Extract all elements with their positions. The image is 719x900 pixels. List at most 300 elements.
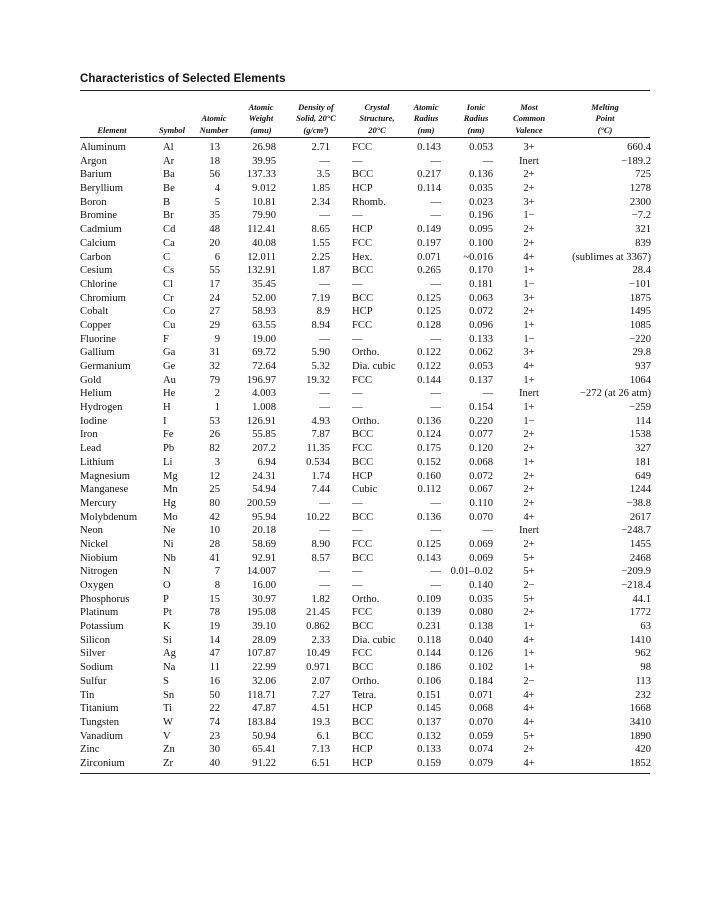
melting-point: −7.2	[631, 210, 651, 222]
element-name: Nickel	[80, 538, 109, 550]
element-symbol: Br	[163, 210, 174, 222]
atomic-radius: 0.124	[417, 429, 441, 441]
table-row	[0, 141, 719, 155]
crystal-structure: —	[352, 402, 363, 414]
element-symbol: P	[163, 593, 169, 605]
melting-point: −209.9	[621, 566, 651, 578]
common-valence: 1+	[523, 319, 535, 331]
element-name: Manganese	[80, 484, 129, 496]
crystal-structure: —	[352, 566, 363, 578]
atomic-radius: 0.144	[417, 374, 441, 386]
ionic-radius: 0.140	[469, 580, 493, 591]
crystal-structure: BCC	[352, 552, 374, 564]
atomic-radius: 0.114	[417, 183, 441, 195]
atomic-number: 40	[209, 757, 220, 769]
table-row	[0, 661, 719, 675]
atomic-weight: 50.94	[252, 730, 276, 742]
atomic-number: 2	[214, 388, 220, 400]
crystal-structure: —	[352, 497, 363, 509]
atomic-weight: 12.011	[247, 251, 276, 263]
table-row	[0, 251, 719, 265]
crystal-structure: —	[352, 388, 363, 400]
element-symbol: Zr	[163, 757, 173, 769]
crystal-structure: HCP	[352, 703, 373, 715]
common-valence: 5+	[523, 566, 535, 578]
melting-point: 839	[635, 237, 651, 249]
common-valence: 2+	[523, 224, 535, 236]
atomic-weight: 40.08	[252, 237, 276, 249]
common-valence: 2+	[523, 429, 535, 441]
atomic-weight: 9.012	[252, 183, 276, 195]
element-name: Helium	[80, 388, 112, 400]
atomic-number: 80	[209, 497, 220, 509]
table-row	[0, 278, 719, 292]
atomic-radius: —	[430, 155, 441, 167]
atomic-weight: 72.64	[252, 361, 276, 372]
header-melting-point: Melting Point (°C)	[591, 101, 619, 135]
atomic-radius: —	[430, 566, 441, 578]
ionic-radius: 0.181	[469, 278, 493, 290]
element-symbol: Ar	[163, 155, 175, 167]
table-row	[0, 374, 719, 388]
crystal-structure: Ortho.	[352, 593, 380, 605]
ionic-radius: 0.074	[469, 744, 493, 756]
atomic-weight: 79.90	[252, 210, 276, 222]
density: 10.49	[306, 648, 330, 660]
atomic-number: 28	[209, 538, 220, 550]
atomic-weight: 4.003	[252, 388, 276, 400]
table-row	[0, 702, 719, 716]
melting-point: −272 (at 26 atm)	[580, 388, 651, 400]
atomic-radius: 0.137	[417, 716, 441, 728]
melting-point: 1410	[629, 634, 651, 646]
ionic-radius: 0.120	[469, 443, 493, 455]
crystal-structure: BCC	[352, 456, 374, 468]
atomic-radius: 0.133	[417, 744, 441, 756]
element-symbol: Cr	[163, 292, 174, 304]
melting-point: 649	[635, 470, 651, 482]
table-row	[0, 305, 719, 319]
common-valence: 2+	[523, 484, 535, 496]
common-valence: 1+	[523, 265, 535, 277]
table-row	[0, 538, 719, 552]
density: 11.35	[306, 443, 330, 455]
table-row	[0, 716, 719, 730]
density: 2.07	[311, 675, 330, 687]
element-symbol: Cu	[163, 319, 176, 331]
atomic-number: 31	[209, 347, 220, 359]
atomic-number: 13	[209, 142, 220, 153]
atomic-weight: 1.008	[252, 402, 276, 414]
crystal-structure: Ortho.	[352, 675, 380, 687]
atomic-weight: 91.22	[252, 757, 276, 769]
crystal-structure: FCC	[352, 374, 373, 386]
element-symbol: Nb	[163, 552, 176, 564]
element-symbol: B	[163, 196, 171, 208]
table-row	[0, 743, 719, 757]
density: —	[319, 497, 330, 509]
ionic-radius: 0.100	[469, 237, 493, 249]
table-row	[0, 196, 719, 210]
atomic-number: 15	[209, 593, 220, 605]
atomic-radius: —	[430, 402, 441, 414]
element-name: Aluminum	[80, 142, 126, 153]
density: —	[319, 580, 330, 591]
table-row	[0, 565, 719, 579]
element-name: Titanium	[80, 703, 119, 715]
atomic-radius: 0.265	[417, 265, 441, 277]
table-row	[0, 360, 719, 374]
atomic-weight: 132.91	[246, 265, 276, 277]
atomic-radius: 0.125	[417, 306, 441, 318]
density: 1.82	[311, 593, 330, 605]
ionic-radius: 0.068	[469, 456, 493, 468]
element-name: Boron	[80, 196, 107, 208]
atomic-number: 27	[209, 306, 220, 318]
density: —	[319, 155, 330, 167]
common-valence: 4+	[523, 634, 535, 646]
element-name: Iron	[80, 429, 98, 441]
table-row	[0, 264, 719, 278]
element-name: Zinc	[80, 744, 100, 756]
element-name: Niobium	[80, 552, 118, 564]
crystal-structure: BCC	[352, 662, 374, 674]
table-bottom-rule	[80, 773, 650, 774]
atomic-number: 53	[209, 415, 220, 427]
atomic-radius: 0.112	[417, 484, 441, 496]
atomic-radius: 0.132	[417, 730, 441, 742]
melting-point: 2300	[629, 196, 651, 208]
ionic-radius: ~0.016	[463, 251, 493, 263]
atomic-number: 56	[209, 169, 220, 181]
crystal-structure: BCC	[352, 730, 374, 742]
melting-point: 1085	[629, 319, 651, 331]
table-row	[0, 182, 719, 196]
atomic-weight: 47.87	[252, 703, 276, 715]
element-name: Argon	[80, 155, 107, 167]
atomic-weight: 24.31	[252, 470, 276, 482]
melting-point: −248.7	[621, 525, 651, 537]
melting-point: 1538	[629, 429, 651, 441]
melting-point: 44.1	[632, 593, 651, 605]
crystal-structure: BCC	[352, 621, 374, 633]
atomic-radius: 0.128	[417, 319, 441, 331]
density: —	[319, 210, 330, 222]
element-name: Silicon	[80, 634, 111, 646]
page-title: Characteristics of Selected Elements	[80, 73, 286, 85]
common-valence: 4+	[523, 251, 535, 263]
atomic-number: 11	[209, 662, 220, 674]
atomic-weight: 207.2	[252, 443, 276, 455]
density: 6.1	[316, 730, 330, 742]
crystal-structure: HCP	[352, 224, 373, 236]
melting-point: 1278	[629, 183, 651, 195]
atomic-radius: —	[430, 580, 441, 591]
atomic-weight: 95.94	[252, 511, 276, 523]
melting-point: −38.8	[626, 497, 651, 509]
element-symbol: I	[163, 415, 167, 427]
density: 7.19	[311, 292, 330, 304]
element-symbol: Na	[163, 662, 176, 674]
atomic-radius: —	[430, 278, 441, 290]
common-valence: 3+	[523, 347, 535, 359]
crystal-structure: —	[352, 333, 363, 345]
atomic-radius: 0.231	[417, 621, 441, 633]
elements-table-body	[0, 141, 719, 771]
atomic-number: 12	[209, 470, 220, 482]
melting-point: 1668	[629, 703, 651, 715]
element-name: Carbon	[80, 251, 112, 263]
crystal-structure: FCC	[352, 237, 373, 249]
density: 0.862	[306, 621, 330, 633]
common-valence: 2+	[523, 744, 535, 756]
element-symbol: O	[163, 580, 171, 591]
table-row	[0, 470, 719, 484]
atomic-number: 47	[209, 648, 220, 660]
ionic-radius: 0.071	[469, 689, 493, 701]
element-symbol: Zn	[163, 744, 175, 756]
common-valence: 3+	[523, 196, 535, 208]
element-name: Phosphorus	[80, 593, 130, 605]
common-valence: 3+	[523, 292, 535, 304]
header-valence: Most Common Valence	[512, 101, 546, 135]
common-valence: 5+	[523, 552, 535, 564]
atomic-number: 82	[209, 443, 220, 455]
crystal-structure: FCC	[352, 142, 373, 153]
element-symbol: K	[163, 621, 171, 633]
crystal-structure: HCP	[352, 757, 373, 769]
density: —	[319, 278, 330, 290]
density: 1.85	[311, 183, 330, 195]
crystal-structure: HCP	[352, 470, 373, 482]
melting-point: 3410	[629, 716, 651, 728]
element-symbol: Mn	[163, 484, 178, 496]
element-symbol: W	[163, 716, 173, 728]
melting-point: 321	[635, 224, 651, 236]
table-row	[0, 428, 719, 442]
atomic-radius: 0.175	[417, 443, 441, 455]
melting-point: 29.8	[632, 347, 651, 359]
crystal-structure: —	[352, 155, 363, 167]
element-name: Barium	[80, 169, 112, 181]
element-symbol: Ag	[163, 648, 176, 660]
atomic-radius: 0.118	[417, 634, 441, 646]
melting-point: 725	[635, 169, 651, 181]
element-symbol: Sn	[163, 689, 175, 701]
element-name: Oxygen	[80, 580, 114, 591]
atomic-weight: 26.98	[252, 142, 276, 153]
atomic-number: 18	[209, 155, 220, 167]
element-name: Lithium	[80, 456, 115, 468]
ionic-radius: 0.080	[469, 607, 493, 619]
table-header	[0, 96, 719, 136]
crystal-structure: BCC	[352, 429, 374, 441]
element-name: Nitrogen	[80, 566, 118, 578]
ionic-radius: 0.035	[469, 183, 493, 195]
ionic-radius: 0.059	[469, 730, 493, 742]
atomic-radius: 0.122	[417, 361, 441, 372]
melting-point: −101	[629, 278, 651, 290]
melting-point: 1244	[629, 484, 651, 496]
melting-point: (sublimes at 3367)	[572, 251, 651, 263]
table-row	[0, 552, 719, 566]
atomic-number: 35	[209, 210, 220, 222]
element-symbol: Au	[163, 374, 176, 386]
atomic-number: 79	[209, 374, 220, 386]
table-row	[0, 511, 719, 525]
table-row	[0, 209, 719, 223]
atomic-number: 32	[209, 361, 220, 372]
element-name: Mercury	[80, 497, 117, 509]
common-valence: 1+	[523, 374, 535, 386]
ionic-radius: 0.126	[469, 648, 493, 660]
density: 0.971	[306, 662, 330, 674]
crystal-structure: BCC	[352, 716, 374, 728]
melting-point: 962	[635, 648, 651, 660]
density: 1.87	[311, 265, 330, 277]
atomic-number: 20	[209, 237, 220, 249]
ionic-radius: 0.062	[469, 347, 493, 359]
common-valence: 3+	[523, 142, 535, 153]
atomic-radius: 0.122	[417, 347, 441, 359]
element-symbol: H	[163, 402, 171, 414]
ionic-radius: 0.184	[469, 675, 493, 687]
atomic-radius: —	[430, 210, 441, 222]
common-valence: Inert	[519, 388, 539, 400]
atomic-weight: 10.81	[252, 196, 276, 208]
melting-point: 1852	[629, 757, 651, 769]
density: 7.13	[311, 744, 330, 756]
melting-point: 2617	[629, 511, 651, 523]
crystal-structure: FCC	[352, 538, 373, 550]
element-name: Molybdenum	[80, 511, 138, 523]
ionic-radius: 0.137	[469, 374, 493, 386]
density: 7.87	[311, 429, 330, 441]
density: 5.90	[311, 347, 330, 359]
ionic-radius: 0.096	[469, 319, 493, 331]
table-row	[0, 675, 719, 689]
element-symbol: Ne	[163, 525, 176, 537]
table-row	[0, 593, 719, 607]
melting-point: 660.4	[627, 142, 651, 153]
table-row	[0, 579, 719, 593]
density: 19.3	[311, 716, 330, 728]
element-symbol: Cd	[163, 224, 176, 236]
table-row	[0, 620, 719, 634]
element-name: Gold	[80, 374, 102, 386]
atomic-radius: 0.151	[417, 689, 441, 701]
ionic-radius: 0.170	[469, 265, 493, 277]
crystal-structure: BCC	[352, 511, 374, 523]
density: 8.90	[311, 538, 330, 550]
atomic-number: 50	[209, 689, 220, 701]
ionic-radius: 0.079	[469, 757, 493, 769]
melting-point: 1455	[629, 538, 651, 550]
table-row	[0, 483, 719, 497]
crystal-structure: FCC	[352, 443, 373, 455]
melting-point: 181	[635, 456, 651, 468]
element-symbol: Hg	[163, 497, 176, 509]
density: 5.32	[311, 361, 330, 372]
atomic-radius: 0.071	[417, 251, 441, 263]
ionic-radius: —	[482, 155, 493, 167]
table-row	[0, 415, 719, 429]
atomic-weight: 52.00	[252, 292, 276, 304]
common-valence: 2+	[523, 443, 535, 455]
element-symbol: Pb	[163, 443, 175, 455]
table-row	[0, 689, 719, 703]
table-row	[0, 647, 719, 661]
density: 2.25	[311, 251, 330, 263]
element-name: Fluorine	[80, 333, 116, 345]
atomic-weight: 126.91	[246, 415, 276, 427]
common-valence: 4+	[523, 361, 535, 372]
element-symbol: Ti	[163, 703, 173, 715]
atomic-radius: 0.145	[417, 703, 441, 715]
atomic-number: 3	[214, 456, 220, 468]
element-symbol: Al	[163, 142, 174, 153]
table-top-rule	[80, 90, 650, 91]
common-valence: 1−	[523, 415, 535, 427]
atomic-radius: 0.144	[417, 648, 441, 660]
atomic-radius: 0.125	[417, 292, 441, 304]
atomic-number: 10	[209, 525, 220, 537]
atomic-radius: 0.186	[417, 662, 441, 674]
atomic-number: 17	[209, 278, 220, 290]
density: 4.93	[311, 415, 330, 427]
header-atomic-radius: Atomic Radius (nm)	[413, 101, 439, 135]
ionic-radius: 0.069	[469, 552, 493, 564]
atomic-weight: 107.87	[246, 648, 276, 660]
element-symbol: Co	[163, 306, 176, 318]
table-row	[0, 497, 719, 511]
density: 0.534	[306, 456, 330, 468]
element-symbol: Si	[163, 634, 172, 646]
common-valence: 4+	[523, 703, 535, 715]
atomic-weight: 92.91	[252, 552, 276, 564]
table-row	[0, 524, 719, 538]
element-name: Calcium	[80, 237, 116, 249]
ionic-radius: 0.110	[469, 497, 493, 509]
element-name: Neon	[80, 525, 103, 537]
density: —	[319, 388, 330, 400]
common-valence: 2+	[523, 607, 535, 619]
atomic-radius: —	[430, 388, 441, 400]
crystal-structure: FCC	[352, 648, 373, 660]
element-symbol: Cs	[163, 265, 175, 277]
atomic-number: 24	[209, 292, 220, 304]
crystal-structure: Cubic	[352, 484, 378, 496]
crystal-structure: Rhomb.	[352, 196, 386, 208]
ionic-radius: 0.069	[469, 538, 493, 550]
atomic-number: 48	[209, 224, 220, 236]
common-valence: 1+	[523, 621, 535, 633]
atomic-number: 74	[209, 716, 220, 728]
ionic-radius: 0.067	[469, 484, 493, 496]
atomic-number: 29	[209, 319, 220, 331]
crystal-structure: Tetra.	[352, 689, 377, 701]
atomic-number: 4	[214, 183, 220, 195]
atomic-radius: 0.159	[417, 757, 441, 769]
common-valence: 1−	[523, 210, 535, 222]
ionic-radius: —	[482, 388, 493, 400]
header-density: Density of Solid, 20°C (g/cm³)	[296, 101, 336, 135]
ionic-radius: —	[482, 525, 493, 537]
density: 8.57	[311, 552, 330, 564]
table-row	[0, 346, 719, 360]
common-valence: 2+	[523, 470, 535, 482]
table-row	[0, 387, 719, 401]
